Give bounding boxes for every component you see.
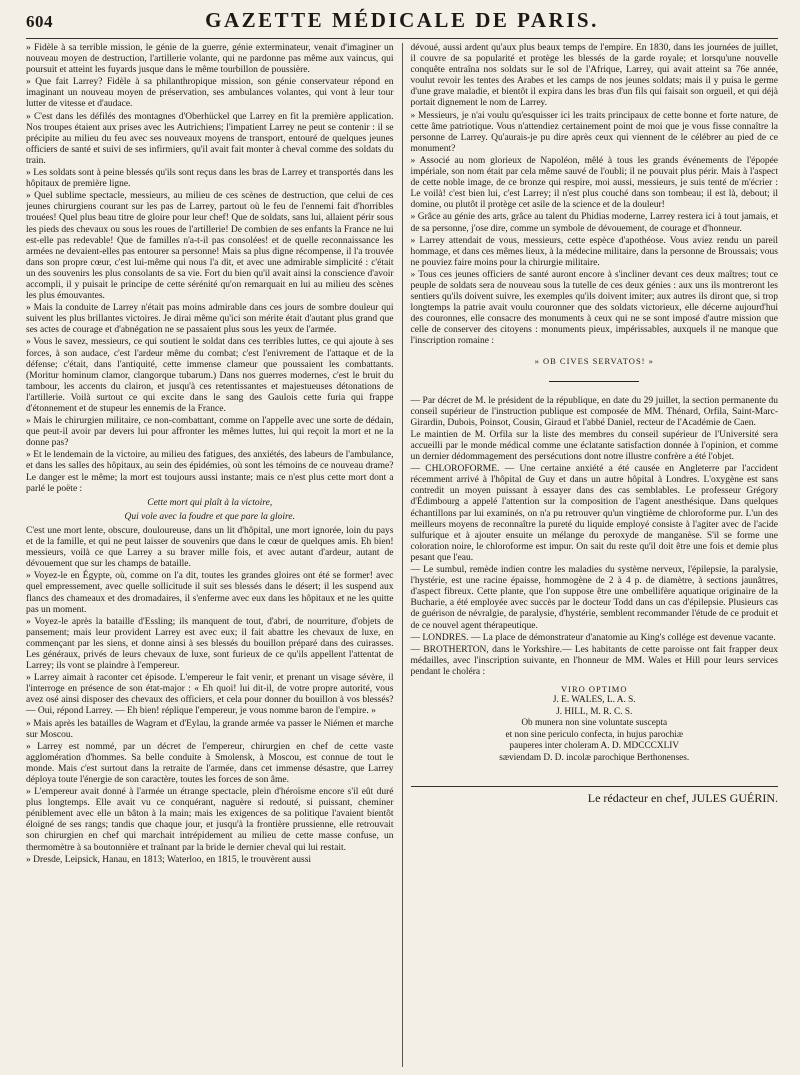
editor-signature: Le rédacteur en chef, JULES GUÉRIN. — [411, 786, 779, 804]
paragraph: » Larrey attendait de vous, messieurs, cette espèce d'apothéose. Vous aviez rendu un pareil hommage, et dans ces mêmes lieux, à la médecine militaire, dans la personne de Broussais; vous ne pouviez faire moins pour la chirurgie militaire. — [410, 235, 778, 268]
inscription-line: sæviendam D. D. incolæ parochique Berthonenses. — [499, 752, 690, 763]
paragraph: » Fidèle à sa terrible mission, le génie de la guerre, génie exterminateur, venait d'imaginer un nouveau moyen de destruction, l'artillerie volante, qui ne pardonne pas même aux vaincus, qui poursuit et atteint les fuyards jusque dans le même tourbillon de poussière. — [26, 43, 394, 76]
paragraph: » Larrey est nommé, par un décret de l'empereur, chirurgien en chef de cette vaste agglomération d'hommes. Sa belle conduite à Smolensk, à Moscou, est connue de tout le monde. Mais c'est surtout dans la retraite de l'armée, dans cet immense désastre, que Larrey déploya toute l'énergie de son caractère, toutes les forces de son âme. — [26, 741, 394, 785]
poem-line: Qui vole avec la foudre et que pare la gloire. — [124, 511, 295, 522]
right-column — [402, 43, 779, 1067]
inscription-line: pauperes inter choleram A. D. MDCCCXLIV — [509, 741, 680, 752]
paragraph: » Larrey aimait à raconter cet épisode. L'empereur le fait venir, et prenant un visage sévère, il l'interroge en présence de son état-major : « Eh quoi! lui dit-il, de votre propre autorité, vous avez osé ainsi disposer des chevaux des officiers, et cela pour donner du bouillon à vos blessés? — Oui, répond Larrey. — Eh bien! réplique l'empereur, je vous nomme baron de l'empire. » — [26, 673, 394, 717]
paragraph: » Voyez-le en Égypte, où, comme on l'a dit, toutes les grandes gloires ont été se former! avec quel empressement, avec quelle sollicitude il suit ses blessés dans le désert; il les suspend aux flancs des chameaux et des dromadaires, il s'enferme avec eux dans les hôpitaux et ne les quitte pas un moment. — [26, 571, 394, 615]
paragraph: dévoué, aussi ardent qu'aux plus beaux temps de l'empire. En 1830, dans les journées de juillet, il couvre de sa popularité et protège les blessés de la garde royale; et lorsqu'une nouvelle conquête entraîna nos soldats sur le sol de l'Afrique, Larrey, qui avait atteint sa 76e année, voulut revoir les tentes des Arabes et les camps de nos jeunes soldats; mais il y puisa le germe d'une grave maladie, et bientôt il expira dans les bras d'un fils qui faisait son orgueil, et qui déjà portait dignement le nom de Larrey. — [410, 43, 778, 109]
inscription-line: J. E. WALES, L. A. S. — [552, 695, 636, 706]
paragraph: » Quel sublime spectacle, messieurs, au milieu de ces scènes de destruction, que celui de ces jeunes chirurgiens courant sur les pas de Larrey, partout où le feu de l'ennemi fait d'horribles trouées! Quel plus beau titre de gloire pour leur chef! Que de soldats, sans lui, allaient périr sous les pieds des chevaux ou sous les roues de l'artillerie! De combien de ses enfants la France ne lui est-elle pas redevable! Que de familles n'a-t-il pas consolées! et de quelle reconnaissance les armées ne devaient-elles pas entourer sa personne! Mais sa plus digne récompense, il l'a trouvée dans son propre cœur, c'est lui-même qui nous l'a dit, et avec une admirable simplicité : c'était un des souvenirs les plus consolants de sa vie. Fort du bien qu'il avait ainsi la conscience d'avoir accompli, il y puisait le principe de cette sérénité qu'on remarquait en lui au milieu des scènes les plus émouvantes. — [26, 191, 394, 302]
paragraph: » Tous ces jeunes officiers de santé auront encore à s'incliner devant ces deux maîtres; tout ce peuple de soldats sera de nouveau sous la tutelle de ces deux génies : aux uns ils montreront les sentiers qu'ils doivent suivre, les exemples qu'ils doivent imiter; aux autres ils diront que, si trop longtemps la patrie avait voulu couronner que des soldats victorieux, elle décerne aujourd'hui des couronnes, elle consacre des monuments à ceux qui ne se sont imposé d'autre mission que celle de conserver des citoyens : monuments pieux, impérissables, auxquels il ne manque que l'inscription romaine : — [410, 269, 778, 347]
paragraph: » L'empereur avait donné à l'armée un étrange spectacle, plein d'héroïsme encore s'il eût duré plus longtemps. Elle avait vu ce conquérant, naguère si redouté, si puissant, cheminer péniblement avec elle un bâton à la main; mais les exigences de sa politique l'avaient bientôt éloigné de ses rangs; tandis que chaque jour, et jusqu'à la frontière prussienne, elle retrouvait son chirurgien en chef qui marchait intrépidement au milieu de cette masse confuse, un thermomètre à sa boutonnière et traînant par la bride le dernier cheval qui lui restait. — [26, 787, 394, 853]
roman-motto: » OB CIVES SERVATOS! » — [534, 355, 654, 366]
page-header — [26, 8, 778, 39]
left-column — [26, 43, 394, 1067]
paragraph: » Vous le savez, messieurs, ce qui soutient le soldat dans ces terribles luttes, ce qui ajoute à ses forces, à son audace, c'est l'ardeur même du combat; c'est l'enivrement de l'attaque et de la défense; c'était, dans l'antiquité, cette immense clameur que poussaient les combattants. (Moritur hominum clamor, clangorque tubarum.) Dans nos guerres modernes, c'est le bruit du tambour, les accents du clairon, et jusqu'à ces retentissantes et majestueuses détonations de l'artillerie. Voilà surtout ce qui excite dans le sang des Gaulois cette furia qui frappe d'étonnement et de stupeur les ennemis de la France. — [26, 337, 394, 414]
paragraph: » Dresde, Leipsick, Hanau, en 1813; Waterloo, en 1815, le trouvèrent aussi — [26, 854, 312, 865]
paragraph: — BROTHERTON, dans le Yorkshire.— Les habitants de cette paroisse ont fait frapper deux médailles, avec l'inscription suivante, en l'honneur de MM. Wales et Hill pour leurs services pendant le choléra : — [410, 644, 778, 677]
paragraph: — LONDRES. — La place de démonstrateur d'anatomie au King's collége est devenue vacante. — [410, 632, 776, 643]
paragraph: » Mais la conduite de Larrey n'était pas moins admirable dans ces jours de sombre douleur qui suivent les plus brillantes victoires. Je dirai même qu'ici son mérite était d'autant plus grand que ses actes de courage et d'abnégation ne se passaient plus sous les yeux de l'armée. — [26, 303, 394, 336]
paragraph: » C'est dans les défilés des montagnes d'Oberhückel que Larrey en fit la première application. Nos troupes étaient aux prises avec les Autrichiens; l'impatient Larrey ne peut se contenir : il se précipite au milieu du feu avec ses nouveaux moyens de transport, entouré de quelques jeunes officiers de santé et suivi de ses infirmiers, qu'il avait fait monter à cheval comme des soldats du train. — [26, 111, 394, 166]
paragraph: » Voyez-le après la bataille d'Essling; ils manquent de tout, d'abri, de nourriture, d'objets de pansement; mais leur provident Larrey est avec eux; il fait abattre les chevaux de luxe, en commençant par les siens, et donne ainsi à ses blessés du bouillon préparé dans des cuirasses. Les généraux, privés de leurs chevaux de luxe, sont furieux de ce qu'ils appellent l'attentat de Larrey; ils vont se plaindre à l'empereur. — [26, 616, 394, 672]
paragraph: » Mais après les batailles de Wagram et d'Eylau, la grande armée va passer le Niémen et marche sur Moscou. — [26, 718, 394, 740]
paragraph: — Par décret de M. le président de la république, en date du 29 juillet, la section permanente du conseil supérieur de l'instruction publique est composée de MM. Thénard, Orfila, Saint-Marc-Girardin, Dubois, Poinsot, Cousin, Giraud et l'abbé Daniel, recteur de l'Académie de Caen. — [410, 395, 778, 428]
poem — [26, 498, 394, 523]
paragraph: » Et le lendemain de la victoire, au milieu des fatigues, des anxiétés, des labeurs de l'ambulance, et dans les salles des hôpitaux, au sein des épidémies, où sont les témoins de ce nouveau drame? Le danger est le même; la mort est toujours aussi instante; mais ce n'est plus cette mort dont a parlé le poëte : — [26, 450, 394, 494]
paragraph: — CHLOROFORME. — Une certaine anxiété a été causée en Angleterre par l'accident récemment arrivé à l'hôpital de Guy et dans un autre hôpital à Londres. L'oxygène est sans contredit un moyen puissant à essayer dans des cas semblables. Le professeur Grégory d'Édimbourg a appelé l'attention sur la composition de l'agent anesthésique. Dans quelques échantillons par lui examinés, on n'a pu retrouver qu'un vingtième de chloroforme pur. L'un des meilleurs moyens de reconnaître la pureté du liquide employé consiste à l'agiter avec de l'acide sulfurique et à ajouter ensuite un mélange du peroxyde de manganèse. S'il se forme une coloration noire, le chloroforme est impur. On sait du reste qu'il doit être une fois et demie plus pesant que l'eau. — [410, 464, 778, 563]
section-divider — [549, 381, 639, 382]
page-title: GAZETTE MÉDICALE DE PARIS. — [205, 8, 599, 32]
paragraph: » Mais le chirurgien militaire, ce non-combattant, comme on l'appelle avec une sorte de dédain, que peut-il avoir par devers lui pour affronter les mêmes luttes, lui qui reçoit la mort et ne la donne pas? — [26, 416, 394, 449]
paragraph: C'est une mort lente, obscure, douloureuse, dans un lit d'hôpital, une mort ignorée, loin du pays et de la famille, et qui ne peut laisser de souvenirs que dans le cœur de quelques amis. Eh bien! messieurs, voilà ce que Larrey a su braver mille fois, et avec autant d'ardeur, autant de dévouement que sur les champs de bataille. — [26, 525, 394, 570]
inscription-line: J. HILL, M. R. C. S. — [556, 706, 633, 717]
paragraph: Le maintien de M. Orfila sur la liste des membres du conseil supérieur de l'Université sera accueilli par le monde médical comme une éclatante satisfaction donnée à l'opinion, et comme un dernier dédommagement des persécutions dont notre illustre confrère a été l'objet. — [410, 429, 778, 463]
paragraph: » Associé au nom glorieux de Napoléon, mêlé à tous les grands événements de l'épopée impériale, son nom était par cela même sauvé de l'oubli; il ne pouvait plus périr. Mais à l'aspect de cette noble image, de ce bronze qui respire, moi aussi, messieurs, je suis tenté de m'écrier : Le voilà! c'est bien lui, c'est Larrey; il n'est plus couché dans son tombeau; il est là, debout; il domine, ou plutôt il protège cet asile de la science et de la douleur! — [410, 155, 778, 211]
inscription-line: Ob munera non sine voluntate suscepta — [521, 718, 668, 729]
paragraph: » Les soldats sont à peine blessés qu'ils sont reçus dans les bras de Larrey et transportés dans les hôpitaux de première ligne. — [26, 168, 394, 190]
inscription-line: VIRO OPTIMO — [561, 683, 628, 694]
paragraph: » Messieurs, je n'ai voulu qu'esquisser ici les traits principaux de cette bonne et forte nature, de cette âme patriotique. Vous n'attendiez certainement point de moi que je vous fisse connaître la personne de Larrey. Qu'aurais-je pu dire après ceux qui viennent de le célébrer au pied de ce monument? — [410, 110, 778, 154]
paragraph: — Le sumbul, remède indien contre les maladies du système nerveux, l'épilepsie, la paralysie, l'hystérie, est une racine épaisse, hommogène de 2 à 4 p. de diamètre, à sections jaunâtres, d'aspect fibreux. Cette plante, que l'on suppose être une ombellifère aquatique originaire de la Bucharie, a été employée avec succès par le docteur Todd dans un cas d'épilepsie. Plusieurs cas de guérison de névralgie, de paralysie, d'hystérie, semblent recommander l'étude de ce produit et de ce nouvel agent thérapeutique. — [410, 565, 778, 631]
medal-inscription — [411, 684, 779, 765]
paragraph: » Grâce au génie des arts, grâce au talent du Phidias moderne, Larrey restera ici à tout jamais, et de sa personne, j'ose dire, comme un symbole de dévouement, de courage et d'honneur. — [410, 212, 778, 234]
paragraph: » Que fait Larrey? Fidèle à sa philanthropique mission, son génie conservateur répond en imaginant un nouveau moyen de préservation, ses ambulances volantes, qui vont à leur tour lutter de vitesse et d'audace. — [26, 77, 394, 110]
page-number: 604 — [26, 12, 53, 31]
inscription-line: et non sine periculo confecta, in hujus parochiæ — [505, 729, 684, 740]
poem-line: Cette mort qui plaît à la victoire, — [147, 497, 273, 508]
